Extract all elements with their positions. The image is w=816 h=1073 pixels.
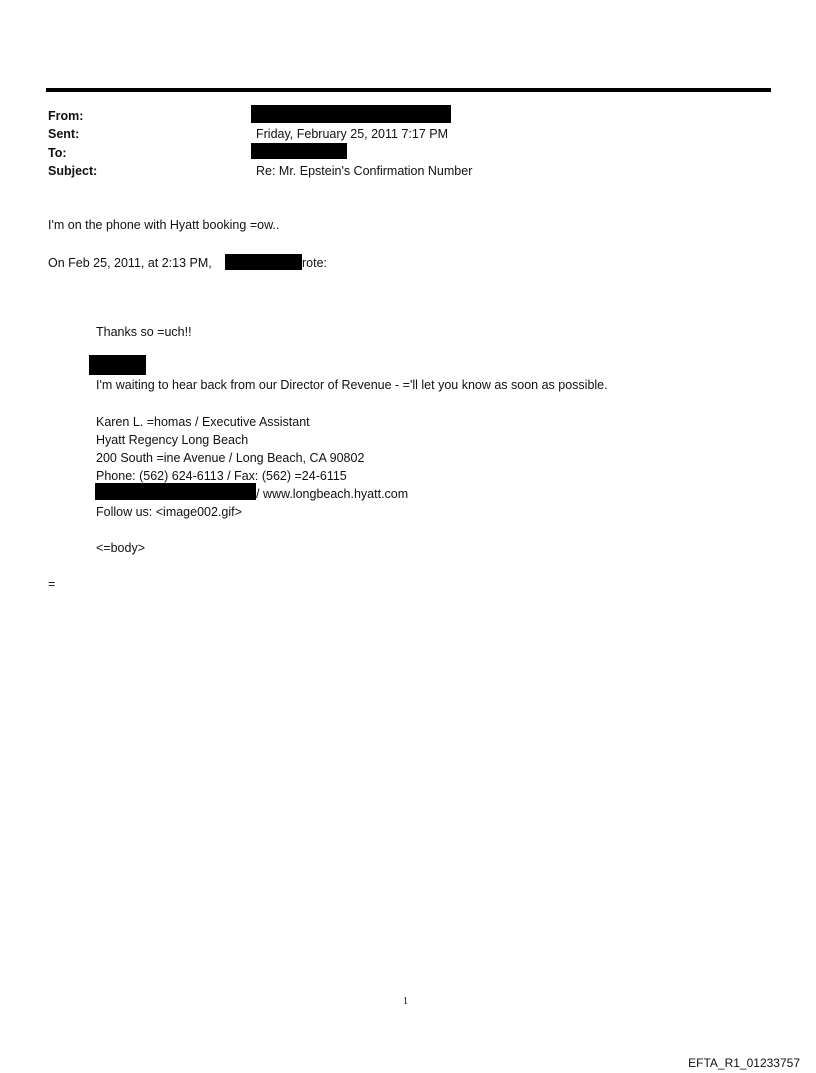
quote-intro-prefix: On Feb 25, 2011, at 2:13 PM, [48,256,212,270]
sent-label: Sent: [48,127,80,141]
page-number: 1 [403,996,408,1007]
signature-website: / www.longbeach.hyatt.com [256,487,409,501]
email-redaction [95,483,256,500]
bates-number: EFTA_R1_01233757 [688,1056,800,1070]
subject-label: Subject: [48,164,98,178]
signature-phone: Phone: (562) 624-6113 / Fax: (562) =24-6115 [96,469,347,483]
signature-address: 200 South =ine Avenue / Long Beach, CA 90802 [96,451,365,465]
to-label: To: [48,146,67,160]
reply-line: I'm on the phone with Hyatt booking =ow.. [48,218,280,232]
signature-name: Karen L. =homas / Executive Assistant [96,415,310,429]
trailing-equals: = [48,577,56,591]
header-divider [46,88,771,92]
quoted-waiting: I'm waiting to hear back from our Director of Revenue - ='ll let you know as soon as possible. [96,378,608,392]
quote-intro-suffix: rote: [302,256,328,270]
sender-redaction [225,254,302,270]
from-redaction [251,105,451,123]
signature-hotel: Hyatt Regency Long Beach [96,433,249,447]
to-redaction [251,143,347,159]
greeting-redaction [89,355,146,375]
subject-value: Re: Mr. Epstein's Confirmation Number [256,164,473,178]
quoted-thanks: Thanks so =uch!! [96,325,192,339]
body-tag-text: <=body> [96,541,146,555]
sent-value: Friday, February 25, 2011 7:17 PM [256,127,448,141]
signature-follow: Follow us: <image002.gif> [96,505,242,519]
from-label: From: [48,109,84,123]
